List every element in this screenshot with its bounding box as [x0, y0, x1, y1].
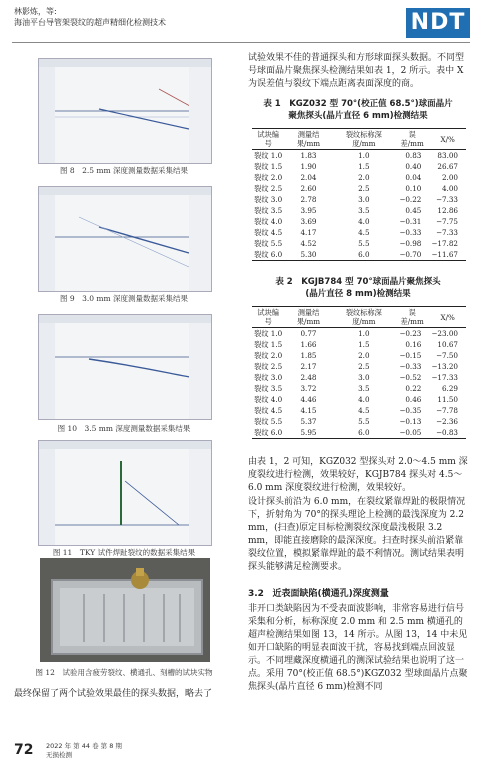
table-cell: −11.67 [429, 249, 466, 261]
table-cell: −13.20 [431, 362, 458, 371]
table-cell: 4.5 [358, 228, 370, 237]
table-cell: 3.5 [358, 206, 370, 215]
table-cell: 裂纹 2.5 [254, 184, 283, 193]
table-cell: 裂纹 4.0 [254, 395, 283, 404]
header-title: 海油平台导管架裂纹的超声精细化检测技术 [14, 18, 166, 27]
table-row [252, 416, 466, 427]
table-cell: 4.17 [300, 228, 317, 237]
table-cell: 0.40 [405, 162, 422, 171]
table-cell: −7.78 [435, 406, 458, 415]
journal-name: 无损检测 [46, 751, 72, 759]
table-cell: 10.67 [437, 340, 458, 349]
table-cell: 5.5 [358, 417, 370, 426]
table-cell: −0.31 [399, 217, 422, 226]
table-cell: 0.46 [405, 395, 422, 404]
table-cell: −0.33 [399, 228, 422, 237]
table-cell: 裂纹 5.5 [254, 239, 283, 248]
table-row [252, 383, 466, 394]
figure-12-photo [40, 558, 210, 662]
table-cell: 4.46 [300, 395, 317, 404]
table-cell: 2.5 [358, 362, 370, 371]
table-cell: 裂纹 3.0 [254, 373, 283, 382]
table-cell: 4.0 [358, 217, 370, 226]
table-cell: −7.75 [435, 217, 458, 226]
table-2-title [248, 276, 468, 300]
table-cell: −0.23 [399, 329, 422, 338]
table-cell: 1.66 [300, 340, 317, 349]
table-header-row [252, 307, 466, 328]
table-cell: −7.33 [435, 195, 458, 204]
table-cell: 裂纹 3.5 [254, 206, 283, 215]
header-authors: 林影炼，等: [14, 7, 57, 16]
table-cell: −0.22 [399, 195, 422, 204]
table-cell: −0.70 [395, 249, 429, 261]
table-header-cell: 测量结果/mm [284, 307, 332, 328]
table-cell: 裂纹 3.5 [254, 384, 283, 393]
figure-11-caption: 图 11 TKY 试件焊趾裂纹的数据采集结果 [52, 548, 196, 557]
table-row [252, 150, 466, 162]
table-header-row [252, 129, 466, 150]
table-header-cell: 误差/mm [395, 307, 429, 328]
table-cell: 裂纹 2.0 [254, 351, 283, 360]
table-row [252, 161, 466, 172]
ndt-logo: NDT [406, 8, 470, 38]
table-cell: 4.52 [300, 239, 317, 248]
table-1 [252, 128, 466, 261]
table-cell: 0.45 [405, 206, 422, 215]
table-row [252, 172, 466, 183]
table-cell: 1.0 [358, 151, 370, 160]
table-cell: 3.0 [358, 195, 370, 204]
intro-paragraph: 试验效果不佳的普通探头和方形球面探头数据。不同型号球面晶片聚焦探头检测结果如表 1，2 所示。表中 X 为误差值与裂纹下端点距离表面深度的商。 [248, 53, 465, 89]
table-cell: −0.35 [399, 406, 422, 415]
figure-10-image [38, 314, 212, 420]
table-1-title-line2: 聚焦探头(晶片直径 6 mm)检测结果 [288, 111, 428, 121]
table-cell: 1.5 [358, 340, 370, 349]
table-cell: 2.17 [300, 362, 317, 371]
table-1-title [248, 98, 468, 122]
table-row [252, 405, 466, 416]
table-cell: −0.33 [399, 362, 422, 371]
table-cell: 26.67 [437, 162, 458, 171]
table-cell: 裂纹 1.5 [254, 340, 283, 349]
page-number: 72 [14, 742, 34, 758]
table-row [252, 339, 466, 350]
figure-8-image [38, 58, 212, 164]
table-cell: −0.15 [399, 351, 422, 360]
table-cell: 5.95 [284, 427, 332, 439]
table-row [252, 227, 466, 238]
table-cell: 1.0 [358, 329, 370, 338]
table-header-cell: 试块编号 [252, 129, 284, 150]
table-row [252, 216, 466, 227]
table-cell: −0.83 [429, 427, 466, 439]
table-cell: 裂纹 4.0 [254, 217, 283, 226]
table-row [252, 183, 466, 194]
table-cell: 2.60 [300, 184, 317, 193]
journal-issue: 2022 年 第 44 卷 第 8 期 [46, 742, 122, 750]
table-cell: 6.29 [441, 384, 458, 393]
table-cell: 3.72 [300, 384, 317, 393]
table-1-title-line1: 表 1 KGZ032 型 70°(校正值 68.5°)球面晶片 [263, 99, 453, 109]
figure-12-caption: 图 12 试验用含疲劳裂纹、横通孔、刻槽的试块实物 [35, 668, 213, 677]
table-cell: 2.04 [300, 173, 317, 182]
section-heading [248, 588, 468, 601]
table-cell: −7.33 [435, 228, 458, 237]
table-cell: −23.00 [431, 329, 458, 338]
table-cell: 裂纹 2.5 [254, 362, 283, 371]
figure-11-image [38, 440, 212, 546]
table-row [252, 361, 466, 372]
table-cell: 5.37 [300, 417, 317, 426]
table-cell: 裂纹 6.0 [252, 249, 284, 261]
table-cell: 0.16 [405, 340, 422, 349]
table-cell: −0.52 [399, 373, 422, 382]
table-cell: 裂纹 6.0 [252, 427, 284, 439]
table-cell: −17.82 [431, 239, 458, 248]
table-cell: 4.0 [358, 395, 370, 404]
table-cell: 2.48 [300, 373, 317, 382]
table-row [252, 372, 466, 383]
figure-8-caption: 图 8 2.5 mm 深度测量数据采集结果 [59, 166, 189, 175]
figure-9-image [38, 186, 212, 292]
table-cell: 裂纹 3.0 [254, 195, 283, 204]
table-cell: 2.0 [358, 351, 370, 360]
table-cell: 0.77 [300, 329, 317, 338]
table-cell: 6.0 [333, 249, 395, 261]
table-row [252, 350, 466, 361]
table-cell: 裂纹 4.5 [254, 228, 283, 237]
table-cell: 1.83 [300, 151, 317, 160]
table-row [252, 427, 466, 439]
section-number: 3.2 [248, 589, 264, 599]
result-paragraph: 由表 1，2 可知，KGZ032 型探头对 2.0～4.5 mm 深度裂纹进行检测，效果较好，KGJB784 探头对 4.5～6.0 mm 深度裂纹进行检测，效果较好。 [248, 457, 468, 493]
table-cell: −0.98 [399, 239, 422, 248]
table-cell: 0.10 [405, 184, 422, 193]
journal-info [46, 742, 122, 760]
table-cell: 5.30 [284, 249, 332, 261]
table-cell: 0.83 [405, 151, 422, 160]
table-cell: 2.5 [358, 184, 370, 193]
table-row [252, 238, 466, 249]
table-cell: 裂纹 4.5 [254, 406, 283, 415]
table-cell: 5.5 [358, 239, 370, 248]
table-cell: 12.86 [437, 206, 458, 215]
table-cell: −0.05 [395, 427, 429, 439]
table-cell: 1.90 [300, 162, 317, 171]
table-cell: 1.5 [358, 162, 370, 171]
hole-paragraph: 非开口类缺陷因为不受表面波影响，非常容易进行信号采集和分析，标称深度 2.0 mm 和 2.5 mm 横通孔的超声检测结果如图 13，14 所示。从图 13，14 中未见如开口缺陷的明显表面波干扰，容易找到端点回波显示。不同埋藏深度横通孔的测深试验结果也说明了这一点。采用 70°(校正值 68.5°)KGZ032 型球面晶片点聚焦探头(晶片直径 6 mm)检测不同 [248, 604, 468, 692]
table-cell: 83.00 [437, 151, 458, 160]
table-cell: 6.0 [333, 427, 395, 439]
table-cell: 裂纹 5.5 [254, 417, 283, 426]
table-row [252, 205, 466, 216]
table-header-cell: 误差/mm [395, 129, 429, 150]
table-cell: 裂纹 1.5 [254, 162, 283, 171]
table-cell: 4.15 [300, 406, 317, 415]
table-row [252, 249, 466, 261]
table-cell: 2.0 [358, 173, 370, 182]
table-cell: 2.78 [300, 195, 317, 204]
table-2-title-line1: 表 2 KGJB784 型 70°球面晶片聚焦探头 [275, 277, 441, 287]
table-2-title-line2: (晶片直径 8 mm)检测结果 [305, 289, 411, 299]
table-cell: 1.85 [300, 351, 317, 360]
table-row [252, 328, 466, 340]
table-header-cell: X/% [429, 307, 466, 328]
table-cell: 0.04 [405, 173, 422, 182]
table-header-cell: 裂纹标称深度/mm [333, 129, 395, 150]
table-cell: 3.95 [300, 206, 317, 215]
table-cell: 11.50 [437, 395, 458, 404]
table-cell: −0.13 [399, 417, 422, 426]
header-rule [12, 42, 470, 43]
table-header-cell: X/% [429, 129, 466, 150]
table-header-cell: 测量结果/mm [284, 129, 332, 150]
section-title: 近表面缺陷(横通孔)深度测量 [272, 589, 389, 599]
left-paragraph: 最终保留了两个试验效果最佳的探头数据，略去了 [14, 689, 213, 699]
table-row [252, 194, 466, 205]
table-cell: −2.36 [435, 417, 458, 426]
figure-10-caption: 图 10 3.5 mm 深度测量数据采集结果 [57, 424, 191, 433]
figure-9-caption: 图 9 3.0 mm 深度测量数据采集结果 [59, 294, 189, 303]
table-cell: 3.69 [300, 217, 317, 226]
table-cell: 4.00 [441, 184, 458, 193]
table-cell: 裂纹 1.0 [254, 151, 283, 160]
table-cell: 裂纹 1.0 [254, 329, 283, 338]
table-cell: 裂纹 2.0 [254, 173, 283, 182]
table-2 [252, 306, 466, 439]
table-cell: 3.5 [358, 384, 370, 393]
table-cell: 0.22 [405, 384, 422, 393]
running-header [14, 6, 166, 28]
table-cell: −7.50 [435, 351, 458, 360]
design-paragraph: 设计探头前沿为 6.0 mm，在裂纹紧靠焊趾的极限情况下，折射角为 70°的探头理论上检测的最浅深度为 2.2 mm，(扫查)原定目标检测裂纹深度最浅极限 3.2 mm，即能直接磨除的最深深度。扫查时探头前沿紧靠裂纹位置，模拟紧靠焊趾的最不利情况。测试结果表明探头能够满足检测要求。 [248, 497, 466, 572]
table-cell: 2.00 [441, 173, 458, 182]
table-cell: 3.0 [358, 373, 370, 382]
table-header-cell: 裂纹标称深度/mm [333, 307, 395, 328]
table-cell: 4.5 [358, 406, 370, 415]
table-cell: −17.33 [431, 373, 458, 382]
table-row [252, 394, 466, 405]
table-header-cell: 试块编号 [252, 307, 284, 328]
